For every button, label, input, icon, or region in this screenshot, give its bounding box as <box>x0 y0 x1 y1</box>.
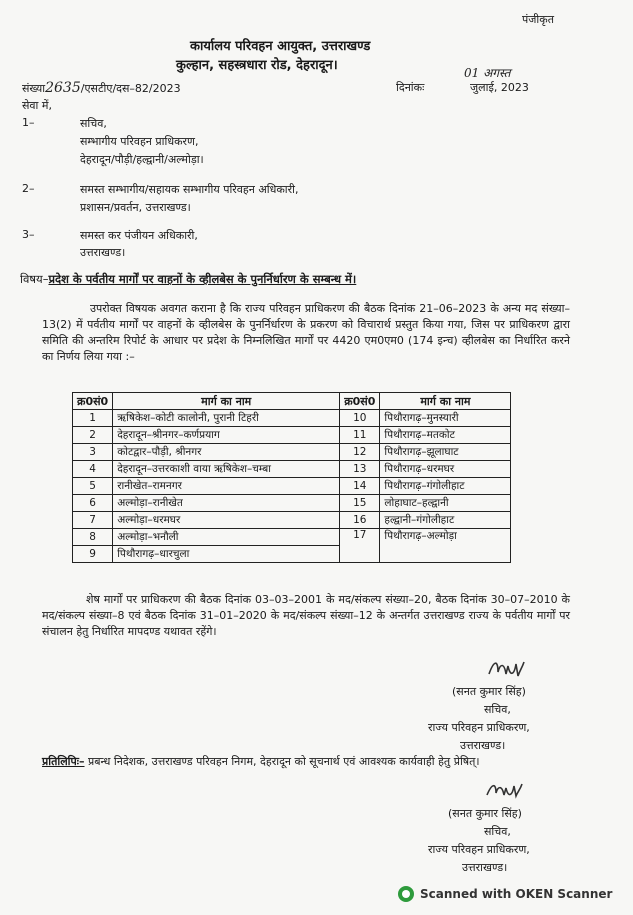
subject-text: प्रदेश के पर्वतीय मार्गों पर वाहनों के व्हीलबेस के पुनर्निर्धारण के सम्बन्ध में। <box>48 272 357 286</box>
registered-stamp: पंजीकृत <box>522 13 554 26</box>
copy-label: प्रतिलिपिः– <box>42 755 85 768</box>
row-num: 2 <box>73 427 113 444</box>
addressee-intro: सेवा में, <box>22 99 52 112</box>
row-num: 1 <box>73 410 113 427</box>
row-num: 15 <box>340 495 380 512</box>
addressee-1-line2: सम्भागीय परिवहन प्राधिकरण, <box>80 135 199 148</box>
row-num: 4 <box>73 461 113 478</box>
row-num: 8 <box>73 529 113 546</box>
table-row <box>73 512 511 529</box>
row-num: 12 <box>340 444 380 461</box>
signature-mark-1 <box>486 656 526 687</box>
route-name: पिथौरागढ़–धरमघर <box>380 461 511 478</box>
table-header-num-2: क्र0सं0 <box>340 393 380 410</box>
row-num: 9 <box>73 546 113 563</box>
signatory-name-2: (सनत कुमार सिंह) <box>448 807 522 820</box>
table-header-route-2: मार्ग का नाम <box>380 393 511 410</box>
route-name: पिथौरागढ़–अल्मोड़ा <box>380 529 511 563</box>
subject-line <box>20 272 356 287</box>
row-num: 6 <box>73 495 113 512</box>
routes-table <box>72 392 511 563</box>
signatory-org-2: राज्य परिवहन प्राधिकरण, <box>428 843 530 856</box>
ref-number <box>22 80 181 96</box>
route-name: पिथौरागढ़–गंगोलीहाट <box>380 478 511 495</box>
addressee-2-num: 2– <box>22 182 35 195</box>
row-num: 11 <box>340 427 380 444</box>
route-name: अल्मोड़ा–रानीखेत <box>113 495 340 512</box>
addressee-1-line3: देहरादून/पौड़ी/हल्द्वानी/अल्मोड़ा। <box>80 153 204 166</box>
row-num: 13 <box>340 461 380 478</box>
addressee-3-num: 3– <box>22 228 35 241</box>
signature-scribble-icon <box>484 780 524 802</box>
copy-to-paragraph <box>42 754 562 770</box>
table-row <box>73 410 511 427</box>
addressee-2-line2: प्रशासन/प्रवर्तन, उत्तराखण्ड। <box>80 201 191 214</box>
route-name: कोटद्वार–पौड़ी, श्रीनगर <box>113 444 340 461</box>
addressee-1-line1: सचिव, <box>80 117 107 130</box>
route-name: पिथौरागढ़–झूलाघाट <box>380 444 511 461</box>
signatory-designation-2: सचिव, <box>484 825 511 838</box>
signature-scribble-icon <box>486 656 526 682</box>
body-paragraph-1: उपरोक्त विषयक अवगत कराना है कि राज्य परिवहन प्राधिकरण की बैठक दिनांक 21–06–2023 के अन्य मद संख्या–13(2) में पर्वतीय मार्गों पर वाहनों के व्हीलबेस के पुनर्निर्धारण के प्रकरण को विचारार्थ प्रस्तुत किया गया, जिस पर प्राधिकरण द्वारा समिति की अन्तरिम रिपोर्ट के आधार पर प्रदेश के निम्नलिखित मार्गों पर 4420 एम0एम0 (174 इन्च) व्हीलबेस का निर्धारित करने का निर्णय लिया गया :– <box>42 302 570 363</box>
addressee-3-line2: उत्तराखण्ड। <box>80 246 126 259</box>
table-row <box>73 529 511 546</box>
row-num: 16 <box>340 512 380 529</box>
route-name: ऋषिकेश–कोटी कालोनी, पुरानी टिहरी <box>113 410 340 427</box>
table-row <box>73 461 511 478</box>
oken-scanner-logo-icon <box>398 886 414 902</box>
route-name: पिथौरागढ़–मतकोट <box>380 427 511 444</box>
table-header-route: मार्ग का नाम <box>113 393 340 410</box>
table-header-num: क्र0सं0 <box>73 393 113 410</box>
signatory-org-1: राज्य परिवहन प्राधिकरण, <box>428 721 530 734</box>
table-row <box>73 478 511 495</box>
ref-number-label: संख्या <box>22 82 46 95</box>
route-name: हल्द्वानी–गंगोलीहाट <box>380 512 511 529</box>
date-label: दिनांकः <box>396 81 425 94</box>
route-name: पिथौरागढ़–मुनस्यारी <box>380 410 511 427</box>
office-title: कार्यालय परिवहन आयुक्त, उत्तराखण्ड <box>190 39 371 54</box>
route-name: देहरादून–श्रीनगर–कर्णप्रयाग <box>113 427 340 444</box>
addressee-2-line1: समस्त सम्भागीय/सहायक सम्भागीय परिवहन अधिकारी, <box>80 183 299 196</box>
date-printed: जुलाई, 2023 <box>470 81 529 94</box>
row-num: 3 <box>73 444 113 461</box>
route-name: अल्मोड़ा–भनौली <box>113 529 340 546</box>
route-name: लोहाघाट–हल्द्वानी <box>380 495 511 512</box>
ref-number-rest: /एसटीए/दस–82/2023 <box>80 82 181 95</box>
row-num: 5 <box>73 478 113 495</box>
table-row <box>73 495 511 512</box>
ref-number-handwritten: 2635 <box>45 80 81 96</box>
route-name: रानीखेत–रामनगर <box>113 478 340 495</box>
date-handwritten: 01 अगस्त <box>464 66 511 80</box>
row-num: 10 <box>340 410 380 427</box>
subject-label: विषय– <box>20 272 49 286</box>
table-header-row <box>73 393 511 410</box>
office-address: कुल्हान, सहस्त्रधारा रोड, देहरादून। <box>176 58 338 73</box>
route-name: देहरादून–उत्तरकाशी वाया ऋषिकेश–चम्बा <box>113 461 340 478</box>
scanner-text: Scanned with OKEN Scanner <box>420 887 613 901</box>
addressee-1-num: 1– <box>22 116 35 129</box>
signatory-place-2: उत्तराखण्ड। <box>462 861 508 874</box>
table-row <box>73 427 511 444</box>
row-num: 17 <box>340 529 380 563</box>
signatory-place-1: उत्तराखण्ड। <box>460 739 506 752</box>
signatory-name-1: (सनत कुमार सिंह) <box>452 685 526 698</box>
copy-text: प्रबन्ध निदेशक, उत्तराखण्ड परिवहन निगम, देहरादून को सूचनार्थ एवं आवश्यक कार्यवाही हेतु प्रेषित्। <box>88 755 480 768</box>
signature-mark-2 <box>484 780 524 807</box>
signatory-designation-1: सचिव, <box>484 703 511 716</box>
row-num: 7 <box>73 512 113 529</box>
route-name: पिथौरागढ़–धारचुला <box>113 546 340 563</box>
body-paragraph-2: शेष मार्गों पर प्राधिकरण की बैठक दिनांक 03–03–2001 के मद/संकल्प संख्या–20, बैठक दिनांक 30–07–2010 के मद/संकल्प संख्या–8 एवं बैठक दिनांक 31–01–2020 के मद/संकल्प संख्या–12 के अन्तर्गत उत्तराखण्ड राज्य के पर्वतीय मार्गों पर संचालन हेतु निर्धारित मापदण्ड यथावत रहेंगे। <box>42 593 570 638</box>
row-num: 14 <box>340 478 380 495</box>
scanner-watermark <box>398 886 612 902</box>
table-row <box>73 444 511 461</box>
addressee-3-line1: समस्त कर पंजीयन अधिकारी, <box>80 229 198 242</box>
route-name: अल्मोड़ा–धरमघर <box>113 512 340 529</box>
